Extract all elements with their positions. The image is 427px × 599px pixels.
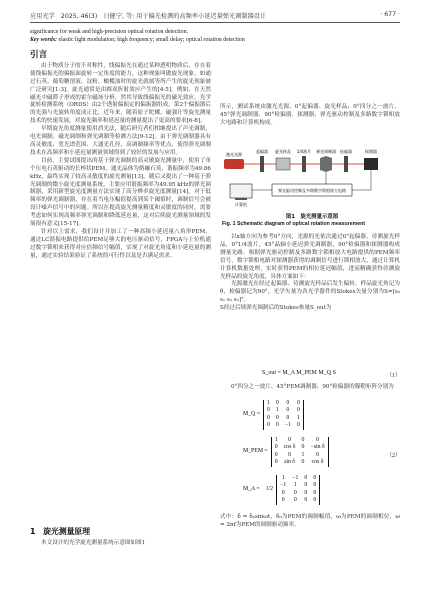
- mq-cell: 0: [275, 422, 279, 429]
- matrix-mpem-label: M_PEM =: [243, 448, 268, 455]
- matrix-ma-label: M_A =: [243, 486, 260, 493]
- mpem-cell: 0: [301, 459, 305, 466]
- figure-1-schematic: [222, 148, 392, 210]
- svg-text:计算机: 计算机: [235, 202, 247, 207]
- ma-cell: 0: [293, 489, 297, 496]
- mpem-cell: 0: [316, 437, 319, 443]
- page-number: · 677 ·: [380, 11, 400, 18]
- figure-caption-en-text: Schematic diagram of optical rotation measurement: [237, 221, 365, 227]
- equation-1: S_out = M_A M_PEM M_Q S: [262, 370, 336, 376]
- matrix-mpem-values: [272, 437, 328, 467]
- mq-cell: 0: [286, 400, 290, 406]
- matrix-ma-prefix: 1/2: [265, 486, 274, 493]
- running-header: [30, 8, 400, 23]
- symbol-definitions-text: 式中：δ = δ₀sinωt，δ₀为PEM的调制幅值，ω为PEM的调制相位，ω = 2πf为PEM的调制驱动频率，: [220, 514, 400, 528]
- svg-text:旋光样品: 旋光样品: [275, 149, 291, 154]
- mq-cell: 0: [296, 407, 300, 414]
- mpem-cell: 0: [288, 437, 292, 443]
- method-para-1: 以x轴方向为参考0°方向，光源的光依次通过0°起偏器，待测旋光样品，0°1/4波片，45°晶轴小延迟弹光调制器，90°检偏器和探测器构成测量光路。根据弹光驱动控制及多路数字锁相放大电路提供的PEM频率信号，数字锁相电路对探测器获得的调制信号进行锁相放大，通过计算机计算机数据处理，实时获得PEM的相位延迟幅值，进而精确获得待测旋光样品的旋光角度，具体方案如下：: [220, 234, 400, 280]
- mpem-cell: 0: [301, 437, 305, 443]
- computer: [230, 184, 272, 207]
- ma-cell: 0: [313, 497, 317, 504]
- sample-cell: [275, 148, 291, 170]
- mpem-cell: 1: [274, 437, 278, 443]
- mpem-cell: 0: [274, 459, 278, 466]
- equation-1-number: （1）: [386, 373, 402, 379]
- ma-cell: 0: [313, 475, 317, 481]
- quarter-wave-plate: [297, 148, 311, 172]
- detector: [364, 148, 378, 170]
- mpem-cell: 0: [316, 451, 319, 458]
- mpem-cell: 0: [288, 451, 292, 458]
- matrix-mq-values: [264, 400, 303, 430]
- ma-cell: 1: [281, 475, 285, 481]
- mpem-cell: 0: [301, 444, 305, 451]
- matrix-ma-values: [277, 475, 319, 505]
- mq-cell: 1: [275, 407, 279, 414]
- polarizer: [256, 148, 268, 172]
- mq-cell: 0: [266, 407, 270, 414]
- matrix-mq: [240, 400, 304, 430]
- mq-cell: 1: [296, 414, 300, 421]
- svg-text:弹光调制器: 弹光调制器: [316, 149, 336, 154]
- matrix-mq-label: M_Q =: [243, 411, 260, 418]
- matrices-intro-text: 0°四分之一波片、45°PEM调制器、90°检偏器的穆勒矩阵分别为: [231, 384, 394, 390]
- mq-cell: 0: [266, 414, 270, 421]
- right-column-body: [220, 234, 400, 313]
- matrix-mpem: [240, 437, 329, 467]
- intro-para-3: 目前，主要试图提出的基于弹光调制的高灵敏旋光测量中，使用了单个压电石英驱动的长棒状PEM，通光晶体为熔融石英，谐振频率为49.86 kHz，最终实现了较高灵敏度的旋光测量[13]。随后又提出了一种基于弹光调制的微小旋光度测量系统，主要应用谐振频率为49.95 kHz的弹光调制器，采用新型旋光度测量方法实现了高分辨率旋光度测量[14]。对于低频率的弹光调制器，存在着当电压幅值提高到某个阈值时，调制信号会被设计噪声信号中的问题。所以在提高旋光测量精度和灵敏度的同时，需要考虑如何实现高频率弹光调制和降低延迟量，这对后续旋光测量领域的发展很有意义[15-17]。: [30, 157, 211, 228]
- right-column-intro: [220, 104, 400, 128]
- mq-cell: 0: [296, 400, 300, 406]
- ma-cell: 0: [313, 482, 317, 489]
- ma-cell: 0: [313, 489, 317, 496]
- svg-text:弹光驱动控制及多路数字锁相放大电路: 弹光驱动控制及多路数字锁相放大电路: [278, 188, 346, 193]
- svg-text:起偏器: 起偏器: [256, 149, 268, 154]
- analyzer: [340, 148, 352, 172]
- svg-text:探测器: 探测器: [365, 149, 377, 154]
- journal-header-left: 应用光学 2025, 46(3) 日健宁, 等: 用于偏光检测的高频率小延迟量弹光调制器设计: [30, 13, 267, 20]
- figure-caption-en: [222, 221, 402, 227]
- ma-cell: −1: [292, 475, 299, 481]
- figure-caption-en-label: Fig. 1: [222, 221, 236, 227]
- keywords-line: [30, 36, 400, 44]
- ma-cell: 1: [293, 482, 297, 489]
- ma-cell: 0: [281, 497, 285, 504]
- intro-para-1: 由于物质分子的不对称性，线偏振光在通过某种透明物质后，存在着使线偏振光的偏振面旋转一定角度的能力，这种现象叫做旋光现象。如通过石英、葡萄糖溶液、淀粉、橄榄油时的旋光就属等所产生的旋光现象被广泛研究[1-3]。旋光通常是由圆双折射效应产生的[4-5]。例如，在天然磁光中磁滞子形成的霍尔磁场分析，然其导致线偏振光的磁光效应。光学旋转检测系统（ORDS）由2个透射偏振定的偏振器组成，第2个偏振器后的光强与光旋转角度成正比。近年来，随着原子陀螺、磁强计等旋光测量技术的快速发展，对旋光频率和延迟量的测量提出了更高的要求[6-8]。: [30, 62, 211, 125]
- mpem-cell: cos δ: [283, 444, 296, 451]
- ma-cell: 0: [304, 489, 308, 496]
- abstract-sentence: significance for weak and high-precision optical rotation detection.: [30, 29, 189, 35]
- mpem-cell: 0: [274, 451, 278, 458]
- keywords-label: Key words:: [30, 37, 57, 44]
- keywords-text: elastic light modulation; high frequency; small delay; optical rotation detection: [58, 37, 245, 44]
- system-description: 所示，测试系统由激光光源、0°起偏器、旋光样品、0°四分之一波片、45°弹光调制器、90°检偏器、探测器、弹光驱动控制及多路数字锁相放大电路和计算机构成。: [220, 104, 400, 126]
- mpem-cell: cos δ: [311, 459, 324, 466]
- laser-source: [224, 151, 244, 169]
- mq-cell: 0: [286, 414, 290, 421]
- method-para-2: 光源激光在经过起偏器、待测旋光样品后发生偏转，样品旋光角记为θ，检偏器记为90°，光学矢量为各光学器件的Stokes矢量分别为S=[s₀ s₁ s₂ s₃]ᵀ。: [220, 281, 400, 304]
- figure-caption-cn: 图1 旋光测量示意图: [285, 214, 339, 220]
- section-1: [30, 528, 210, 548]
- mq-cell: −1: [284, 422, 291, 429]
- mpem-cell: sin δ: [284, 459, 296, 466]
- section-heading-1: 1 旋光测量原理: [30, 527, 91, 536]
- left-column: [30, 48, 211, 261]
- mq-cell: 1: [266, 400, 270, 406]
- ma-cell: 0: [304, 497, 308, 504]
- ma-cell: 0: [304, 475, 308, 481]
- matrix-ma: [240, 475, 320, 505]
- ma-cell: 0: [304, 482, 308, 489]
- svg-text:1/4波片: 1/4波片: [296, 149, 312, 154]
- section-1-para: 本文设计的光学旋光测量系统示意图如图1: [41, 539, 146, 546]
- intro-para-2: 早期旋光角度测量使用消光法，随后研究者们相继提出了声光调制、电光调制、磁光调制和弹光调制等检测方法[9-12]。由于弹光调制器具有高灵敏度、宽光谱范围、大通光孔径、高调制频率等优点，使得弹光调制技术在高频率和小延迟量测量领域得到了较好的发展与应用。: [30, 126, 211, 156]
- matrices-intro: [220, 384, 400, 392]
- method-para-3: S经过后续弹光调制后的Stokes参量S_out为: [220, 305, 332, 312]
- equation-2-number: （2）: [386, 453, 402, 459]
- abstract-tail: [30, 28, 400, 44]
- ma-cell: 0: [293, 497, 297, 504]
- mpem-cell: 1: [301, 451, 305, 458]
- ma-cell: 0: [281, 489, 285, 496]
- mq-cell: 0: [286, 407, 290, 414]
- intro-para-4: 针对以上需求，我们设计并加工了一种高频小延迟量八角形PEM，通过LC谐振电路提供给PEM足够大的电压驱动信号，FPGA与上位机通过数字锁相来获得对应倍频信号幅值，实现了对旋光角度和小延迟量的测量，通过实验结果验证了系统的可行性以及是否满足需求。: [30, 228, 211, 259]
- pem-modulator: [316, 148, 336, 172]
- mq-cell: 0: [275, 414, 279, 421]
- symbol-definitions: [220, 514, 400, 530]
- section-heading-intro: 引言: [30, 50, 48, 60]
- mpem-cell: −sin δ: [310, 444, 325, 451]
- mq-cell: 0: [275, 400, 279, 406]
- mpem-cell: 0: [274, 444, 278, 451]
- ma-cell: −1: [280, 482, 287, 489]
- mq-cell: 0: [296, 422, 300, 429]
- svg-text:激光光源: 激光光源: [226, 152, 242, 157]
- driver-box: [272, 170, 371, 196]
- mq-cell: 0: [266, 422, 270, 429]
- svg-text:检偏器: 检偏器: [340, 149, 352, 154]
